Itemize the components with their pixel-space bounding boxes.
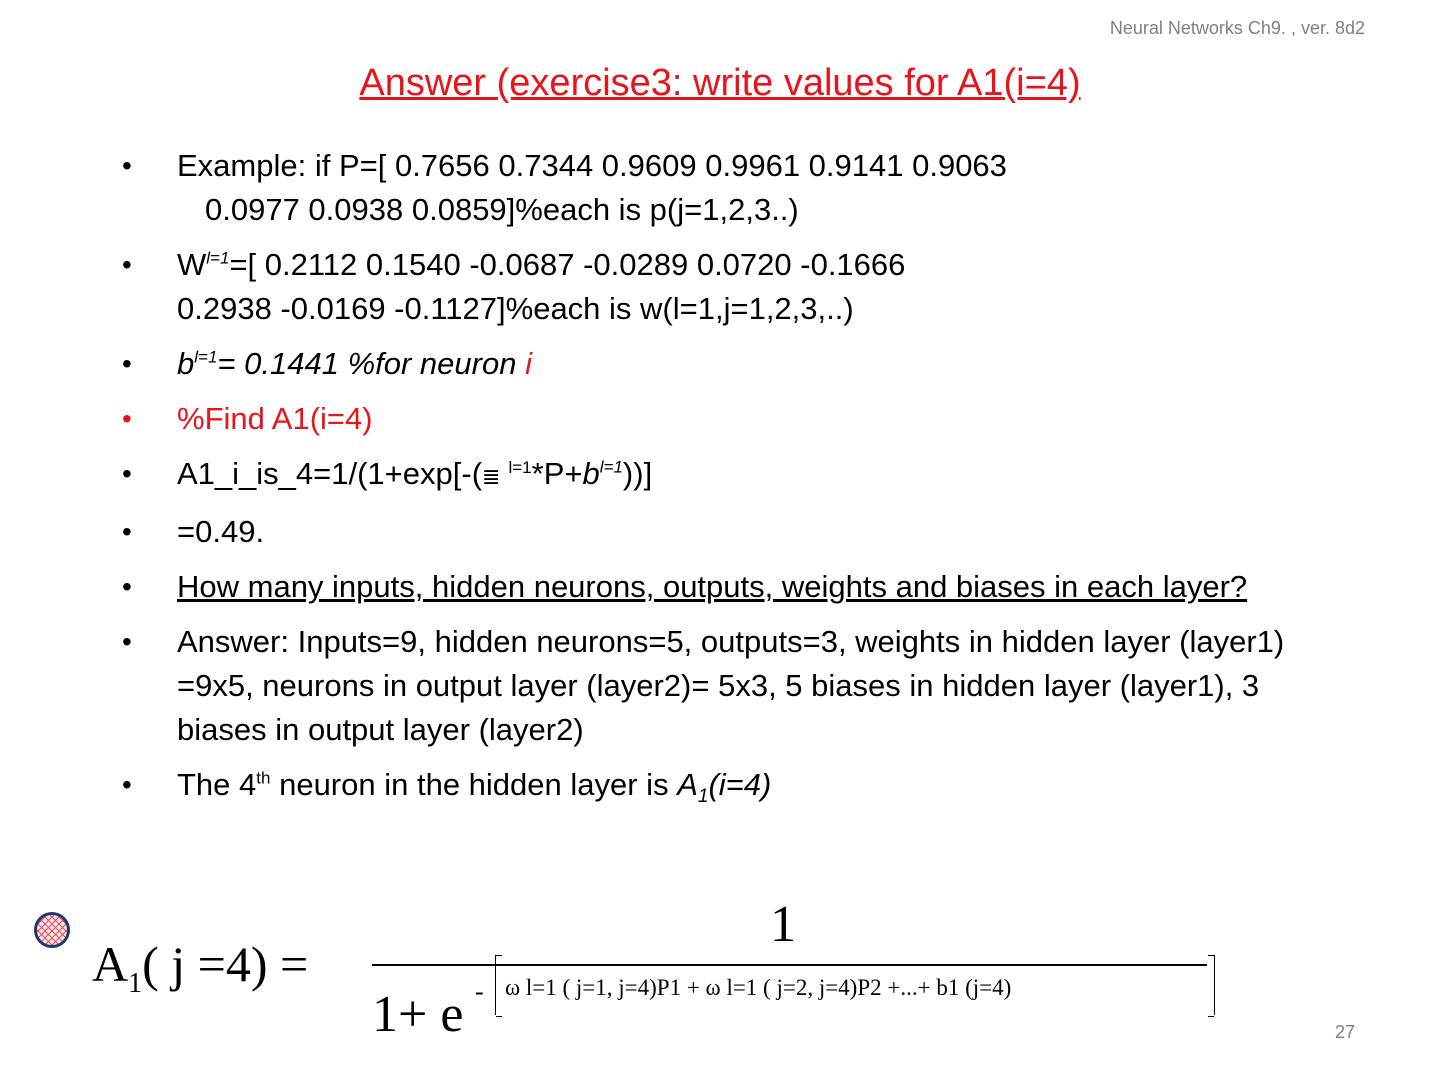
header-note: Neural Networks Ch9. , ver. 8d2 xyxy=(1109,18,1365,38)
expr-post: ))] xyxy=(622,456,653,491)
formula-lhs-symbol: A xyxy=(92,936,129,992)
bullet-icon: • xyxy=(122,769,132,800)
bullet-icon: • xyxy=(122,403,132,434)
neuron-mid: neuron in the hidden layer is xyxy=(270,767,678,802)
formula-lhs-rest: ( j =4) = xyxy=(142,936,309,992)
weights-line1: =[ 0.2112 0.1540 -0.0687 -0.0289 0.0720 -0.1666 xyxy=(229,247,906,282)
exponent-minus: - xyxy=(475,977,484,1006)
slide-title: Answer (exercise3: write values for A1(i=4) xyxy=(359,62,1081,104)
list-item xyxy=(122,243,1292,331)
list-item xyxy=(122,565,1292,609)
weights-superscript: l=1 xyxy=(206,248,230,268)
page-number: 27 xyxy=(1334,1022,1355,1042)
bias-text: = 0.1441 %for neuron xyxy=(217,346,526,381)
answer-text: Answer: Inputs=9, hidden neurons=5, outputs=3, weights in hidden layer (layer1) =9x5, neurons in output layer (layer2)= 5x3, 5 biases in hidden layer (layer1), 3 biases in output layer (layer2) xyxy=(177,624,1285,747)
sigmoid-formula xyxy=(90,895,1220,1045)
list-item xyxy=(122,452,1292,499)
question-text: How many inputs, hidden neurons, outputs, weights and biases in each layer? xyxy=(177,569,1248,604)
weights-symbol: W xyxy=(177,247,207,282)
bullet-list xyxy=(122,144,1292,818)
list-item xyxy=(122,342,1292,386)
expr-bias: b xyxy=(582,456,600,491)
formula-numerator: 1 xyxy=(770,896,796,953)
neuron-superscript: th xyxy=(256,768,271,788)
neuron-post: (i=4) xyxy=(708,767,772,802)
formula-lhs-subscript: 1 xyxy=(128,968,143,999)
list-item xyxy=(122,144,1292,232)
missing-glyph-icon: ≣ xyxy=(482,464,501,489)
find-text: %Find A1(i=4) xyxy=(177,401,373,436)
example-line2: 0.0977 0.0938 0.0859]%each is p(j=1,2,3..) xyxy=(205,192,799,227)
expr-superscript: l=1 xyxy=(508,457,532,477)
result-text: =0.49. xyxy=(177,514,265,549)
list-item xyxy=(122,763,1292,807)
hatched-circle-icon xyxy=(34,912,70,948)
formula-denominator: 1+ e xyxy=(372,986,464,1043)
bullet-icon: • xyxy=(122,150,132,181)
bullet-icon: • xyxy=(122,571,132,602)
bullet-icon: • xyxy=(122,249,132,280)
neuron-subscript: 1 xyxy=(697,786,709,808)
bullet-icon: • xyxy=(122,626,132,657)
example-line1: Example: if P=[ 0.7656 0.7344 0.9609 0.9961 0.9141 0.9063 xyxy=(177,148,1007,183)
expr-pre: A1_i_is_4=1/(1+exp[-( xyxy=(177,456,483,491)
list-item xyxy=(122,397,1292,441)
list-item xyxy=(122,510,1292,554)
formula-lhs xyxy=(92,935,308,1000)
expr-mid: *P+ xyxy=(531,456,583,491)
expr-bias-superscript: l=1 xyxy=(599,457,623,477)
bias-symbol: b xyxy=(177,346,195,381)
bullet-icon: • xyxy=(122,516,132,547)
neuron-pre: The 4 xyxy=(177,767,257,802)
neuron-index: i xyxy=(525,346,532,381)
exponent-text: ω l=1 ( j=1, j=4)P1 + ω l=1 ( j=2, j=4)P2 +...+ b1 (j=4) xyxy=(505,975,1012,1000)
neuron-symbol: A xyxy=(677,767,698,802)
weights-line2: 0.2938 -0.0169 -0.1127]%each is w(l=1,j=1,2,3,..) xyxy=(177,291,854,326)
bullet-icon: • xyxy=(122,458,132,489)
list-item xyxy=(122,620,1292,752)
bias-superscript: l=1 xyxy=(194,347,218,367)
bullet-icon: • xyxy=(122,348,132,379)
